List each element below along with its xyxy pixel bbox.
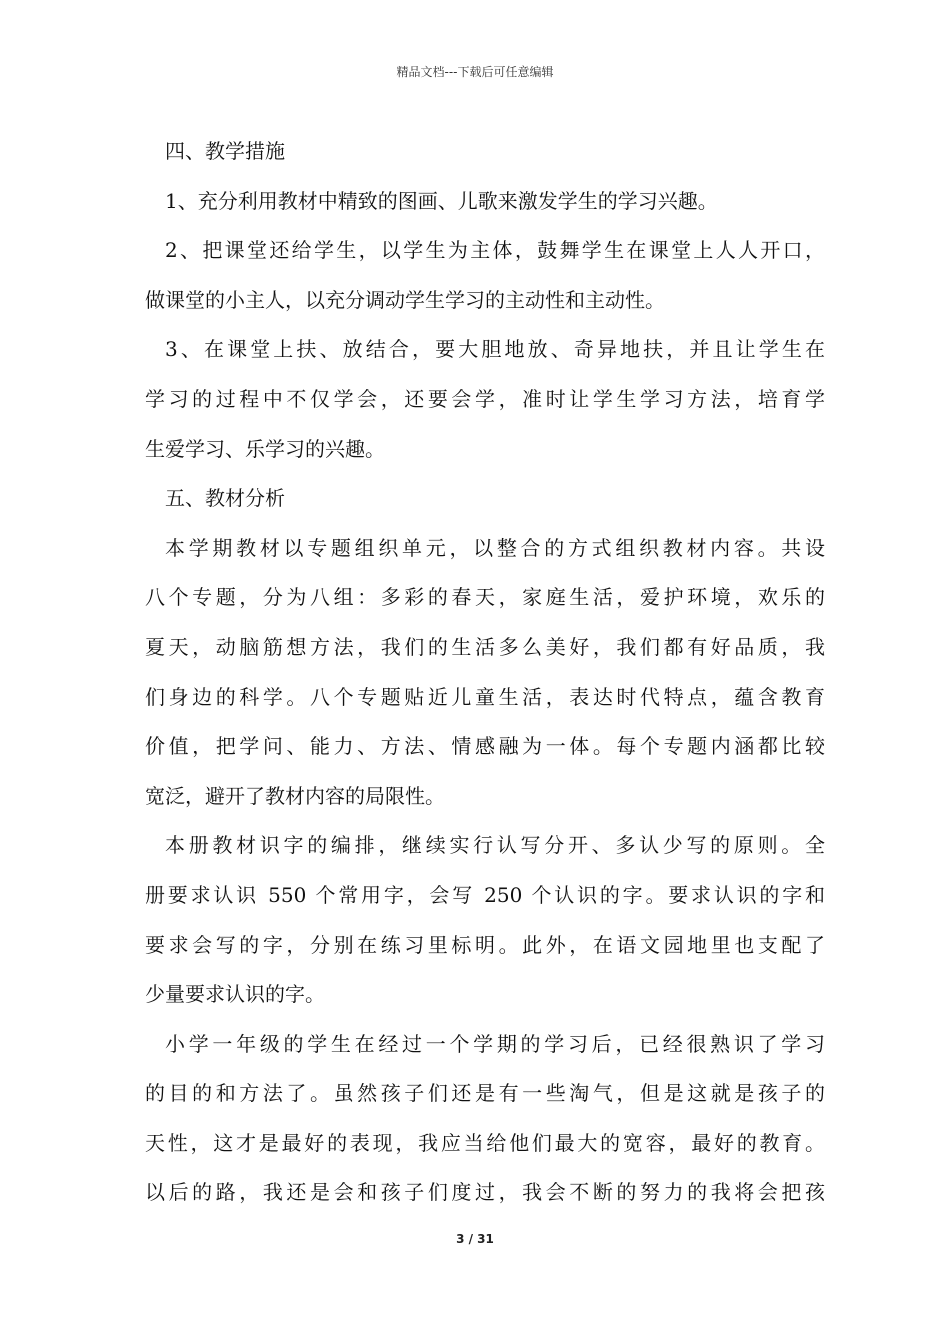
text-line: 本册教材识字的编排，继续实行认写分开、多认少写的原则。全 (165, 833, 825, 858)
page-number: 3 / 31 (456, 1232, 494, 1246)
text-line: 少量要求认识的字。 (145, 982, 325, 1007)
text-line: 们身边的科学。八个专题贴近儿童生活，表达时代特点，蕴含教育 (145, 684, 825, 709)
text-line: 2、把课堂还给学生，以学生为主体，鼓舞学生在课堂上人人开口， (165, 238, 825, 263)
text-line: 小学一年级的学生在经过一个学期的学习后，已经很熟识了学习 (165, 1031, 825, 1056)
text-line: 1、充分利用教材中精致的图画、儿歌来激发学生的学习兴趣。 (165, 188, 718, 213)
page-header: 精品文档---下载后可任意编辑 (396, 65, 554, 79)
text-line: 做课堂的小主人，以充分调动学生学习的主动性和主动性。 (145, 287, 665, 312)
text-line: 学习的过程中不仅学会，还要会学，准时让学生学习方法，培育学 (145, 386, 825, 411)
text-line: 八个专题，分为八组：多彩的春天，家庭生活，爱护环境，欢乐的 (145, 585, 825, 610)
text-line: 宽泛，避开了教材内容的局限性。 (145, 783, 445, 808)
document-body (145, 127, 825, 1218)
text-line: 价值，把学问、能力、方法、情感融为一体。每个专题内涵都比较 (145, 734, 825, 759)
text-line: 夏天，动脑筋想方法，我们的生活多么美好，我们都有好品质，我 (145, 634, 825, 659)
text-line: 本学期教材以专题组织单元，以整合的方式组织教材内容。共设 (165, 535, 825, 560)
text-line: 天性，这才是最好的表现，我应当给他们最大的宽容，最好的教育。 (145, 1130, 825, 1155)
section-heading-material-analysis: 五、教材分析 (165, 486, 285, 511)
text-line: 的目的和方法了。虽然孩子们还是有一些淘气，但是这就是孩子的 (145, 1081, 825, 1106)
text-line: 3、在课堂上扶、放结合，要大胆地放、奇异地扶，并且让学生在 (165, 337, 825, 362)
text-line: 生爱学习、乐学习的兴趣。 (145, 436, 385, 461)
text-line: 册要求认识 550 个常用字，会写 250 个认识的字。要求认识的字和 (145, 882, 825, 907)
text-line: 要求会写的字，分别在练习里标明。此外，在语文园地里也支配了 (145, 932, 825, 957)
section-heading-teaching-measures: 四、教学措施 (165, 139, 285, 163)
text-line: 以后的路，我还是会和孩子们度过，我会不断的努力的我将会把孩 (145, 1180, 825, 1205)
